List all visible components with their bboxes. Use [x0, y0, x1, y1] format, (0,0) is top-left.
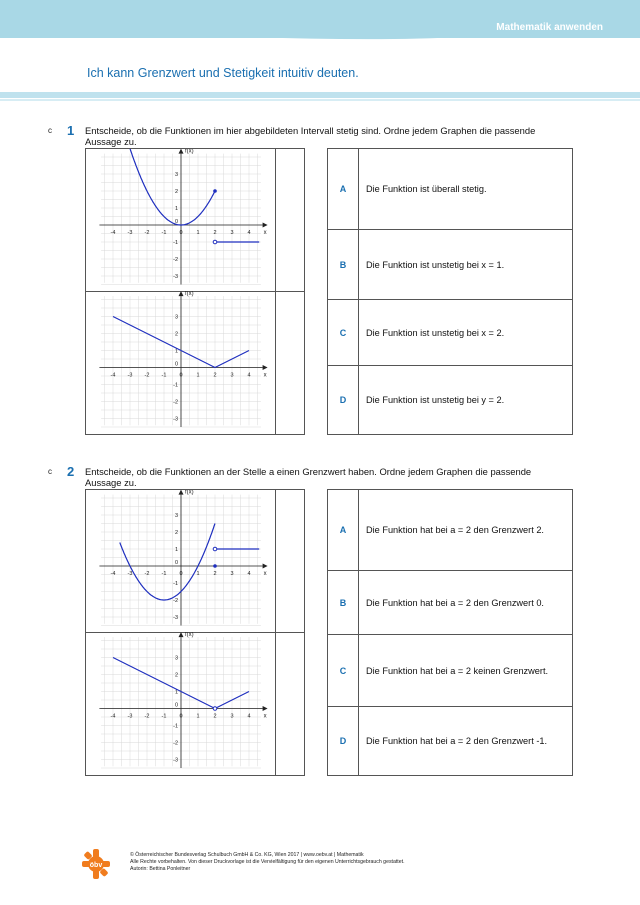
y-tick-label: 2	[174, 331, 178, 338]
x-axis-arrow	[263, 365, 268, 370]
task-2-option-d	[328, 706, 572, 775]
task-2-option-b	[328, 570, 572, 634]
task-1-answer-field-1[interactable]	[275, 149, 305, 292]
option-text: Die Funktion hat bei a = 2 den Grenzwert 2.	[366, 525, 544, 535]
x-tick-label: -2	[144, 230, 150, 236]
y-tick-label: -2	[173, 399, 178, 406]
title-rule-light	[0, 99, 640, 101]
x-tick-label: -3	[127, 230, 133, 236]
task-1-option-c	[328, 299, 572, 365]
task-2-graph-1	[86, 490, 275, 633]
option-letter: B	[328, 230, 359, 299]
footer-line-2: Alle Rechte vorbehalten. Von dieser Druckvorlage ist die Vervielfältigung für den eigenen Unterrichtsgebrauch gestattet.	[130, 859, 405, 865]
footer-line-3: Autorin: Bettina Ponleitner	[130, 866, 191, 872]
footer-copyright	[130, 852, 550, 873]
task-1-graph-table	[85, 148, 305, 435]
x-tick-label: 2	[213, 571, 217, 577]
y-tick-label: 3	[174, 314, 178, 321]
y-tick-label: 0	[174, 560, 178, 566]
option-letter: A	[328, 490, 359, 570]
task-1-marker: c	[48, 126, 52, 135]
x-tick-label: 1	[196, 372, 200, 379]
task-1-instruction: Entscheide, ob die Funktionen im hier abgebildeten Intervall stetig sind. Ordne jedem Graphen die passende Aussage zu.	[85, 125, 536, 147]
function-curve	[120, 524, 215, 601]
option-text: Die Funktion ist unstetig bei x = 2.	[366, 327, 505, 338]
x-tick-label: -4	[110, 230, 116, 236]
x-tick-label: 3	[230, 372, 234, 379]
coordinate-system	[99, 490, 267, 626]
task-1-option-b	[328, 229, 572, 299]
x-tick-label: 4	[247, 713, 251, 720]
x-tick-label: 4	[247, 372, 251, 379]
x-tick-label: -2	[144, 713, 150, 720]
x-axis-arrow	[263, 223, 268, 228]
x-axis-label: x	[263, 713, 267, 720]
x-tick-label: -3	[127, 571, 133, 577]
option-text: Die Funktion hat bei a = 2 den Grenzwert 0.	[366, 597, 544, 608]
oebv-logo-icon	[81, 848, 111, 880]
y-tick-label: -3	[173, 615, 178, 621]
y-tick-label: 1	[174, 348, 178, 355]
y-tick-label: 0	[174, 702, 178, 709]
x-axis-label: x	[263, 230, 267, 236]
y-axis-arrow	[179, 291, 184, 296]
task-1-number: 1	[67, 123, 75, 138]
x-tick-label: 1	[196, 230, 200, 236]
x-tick-label: -1	[161, 713, 167, 720]
x-tick-label: 0	[179, 230, 183, 236]
x-tick-label: -1	[161, 571, 167, 577]
task-2-graph-2-plot	[86, 632, 275, 775]
x-tick-label: 0	[179, 713, 183, 720]
x-tick-label: 2	[213, 230, 217, 236]
x-tick-label: -2	[144, 372, 150, 379]
y-tick-label: 3	[174, 172, 178, 178]
task-2-marker: c	[48, 467, 52, 476]
x-tick-label: -3	[127, 372, 133, 379]
option-text: Die Funktion hat bei a = 2 keinen Grenzwert.	[366, 665, 549, 676]
x-tick-label: -1	[161, 372, 167, 379]
y-tick-label: -2	[173, 740, 178, 747]
y-axis-label: f(x)	[185, 490, 194, 496]
task-2-graph-2	[86, 632, 275, 775]
coordinate-system	[99, 632, 267, 768]
y-tick-label: 1	[174, 206, 178, 212]
y-tick-label: -1	[173, 581, 178, 587]
x-tick-label: 3	[230, 571, 234, 577]
open-point	[213, 547, 217, 551]
task-1-graph-2-plot	[86, 291, 275, 434]
y-tick-label: 0	[174, 219, 178, 225]
y-tick-label: -3	[173, 757, 178, 764]
y-tick-label: -1	[173, 240, 178, 246]
option-text: Die Funktion ist überall stetig.	[366, 184, 487, 194]
y-tick-label: 3	[174, 513, 178, 519]
y-tick-label: -2	[173, 598, 178, 604]
y-tick-label: 3	[174, 655, 178, 662]
x-axis-arrow	[263, 564, 268, 569]
x-axis-label: x	[263, 372, 267, 379]
task-1-answer-field-2[interactable]	[275, 291, 305, 434]
x-tick-label: 1	[196, 571, 200, 577]
y-tick-label: 2	[174, 530, 178, 536]
option-letter: B	[328, 571, 359, 634]
y-axis-label: f(x)	[185, 149, 194, 155]
task-2-graph-table	[85, 489, 305, 776]
task-2-graph-1-plot	[86, 490, 275, 632]
task-1-option-a	[328, 149, 572, 229]
option-letter: C	[328, 300, 359, 365]
header-label: Mathematik anwenden	[496, 22, 603, 33]
x-tick-label: 0	[179, 571, 183, 577]
y-tick-label: -2	[173, 257, 178, 263]
x-tick-label: -4	[110, 372, 116, 379]
y-tick-label: 0	[174, 361, 178, 368]
x-axis-arrow	[263, 706, 268, 711]
logo-lettering: öbv	[89, 862, 103, 869]
coordinate-system	[99, 291, 267, 427]
x-tick-label: -4	[110, 571, 116, 577]
x-tick-label: 0	[179, 372, 183, 379]
x-tick-label: 2	[213, 372, 217, 379]
task-1-options	[327, 148, 573, 435]
closed-point	[213, 564, 217, 568]
option-text: Die Funktion hat bei a = 2 den Grenzwert -1.	[366, 736, 548, 746]
x-tick-label: 2	[213, 713, 217, 720]
task-2-number: 2	[67, 464, 75, 479]
task-2-instruction: Entscheide, ob die Funktionen an der Stelle a einen Grenzwert haben. Ordne jedem Graphen die passende Aussage zu.	[85, 466, 532, 488]
x-tick-label: -1	[161, 230, 167, 236]
x-tick-label: 3	[230, 713, 234, 720]
page-title: Ich kann Grenzwert und Stetigkeit intuitiv deuten.	[87, 66, 359, 80]
y-axis-arrow	[179, 632, 184, 637]
option-letter: D	[328, 707, 359, 775]
task-2-answer-field-2[interactable]	[275, 632, 305, 775]
option-text: Die Funktion ist unstetig bei y = 2.	[366, 395, 505, 405]
y-tick-label: -3	[173, 274, 178, 280]
x-tick-label: -2	[144, 571, 150, 577]
y-tick-label: 1	[174, 547, 178, 553]
option-text: Die Funktion ist unstetig bei x = 1.	[366, 259, 505, 270]
y-axis-label: f(x)	[185, 632, 194, 639]
option-letter: C	[328, 635, 359, 706]
x-axis-label: x	[263, 571, 267, 577]
option-letter: D	[328, 366, 359, 434]
x-tick-label: -4	[110, 713, 116, 720]
title-rule	[0, 92, 640, 98]
open-point	[213, 240, 217, 244]
task-1-graph-1	[86, 149, 275, 292]
x-tick-label: 4	[247, 571, 251, 577]
task-2-answer-field-1[interactable]	[275, 490, 305, 633]
task-1-graph-2	[86, 291, 275, 434]
x-tick-label: 3	[230, 230, 234, 236]
y-tick-label: 2	[174, 189, 178, 195]
x-tick-label: -3	[127, 713, 133, 720]
x-tick-label: 4	[247, 230, 251, 236]
y-axis-label: f(x)	[185, 291, 194, 298]
option-letter: A	[328, 149, 359, 229]
y-axis-arrow	[179, 149, 184, 154]
y-tick-label: -1	[173, 723, 178, 730]
y-tick-label: 2	[174, 672, 178, 679]
task-2-option-a	[328, 490, 572, 570]
task-2-options	[327, 489, 573, 776]
task-1-graph-1-plot	[86, 149, 275, 291]
y-axis-arrow	[179, 490, 184, 495]
y-tick-label: 1	[174, 689, 178, 696]
closed-point	[213, 189, 217, 193]
y-tick-label: -1	[173, 382, 178, 389]
footer-line-1: © Österreichischer Bundesverlag Schulbuch GmbH & Co. KG, Wien 2017 | www.oebv.at | Mathematik	[130, 852, 364, 858]
task-2-option-c	[328, 634, 572, 706]
coordinate-system	[99, 149, 267, 285]
task-1-option-d	[328, 365, 572, 434]
x-tick-label: 1	[196, 713, 200, 720]
open-point	[213, 707, 217, 711]
y-tick-label: -3	[173, 416, 178, 423]
